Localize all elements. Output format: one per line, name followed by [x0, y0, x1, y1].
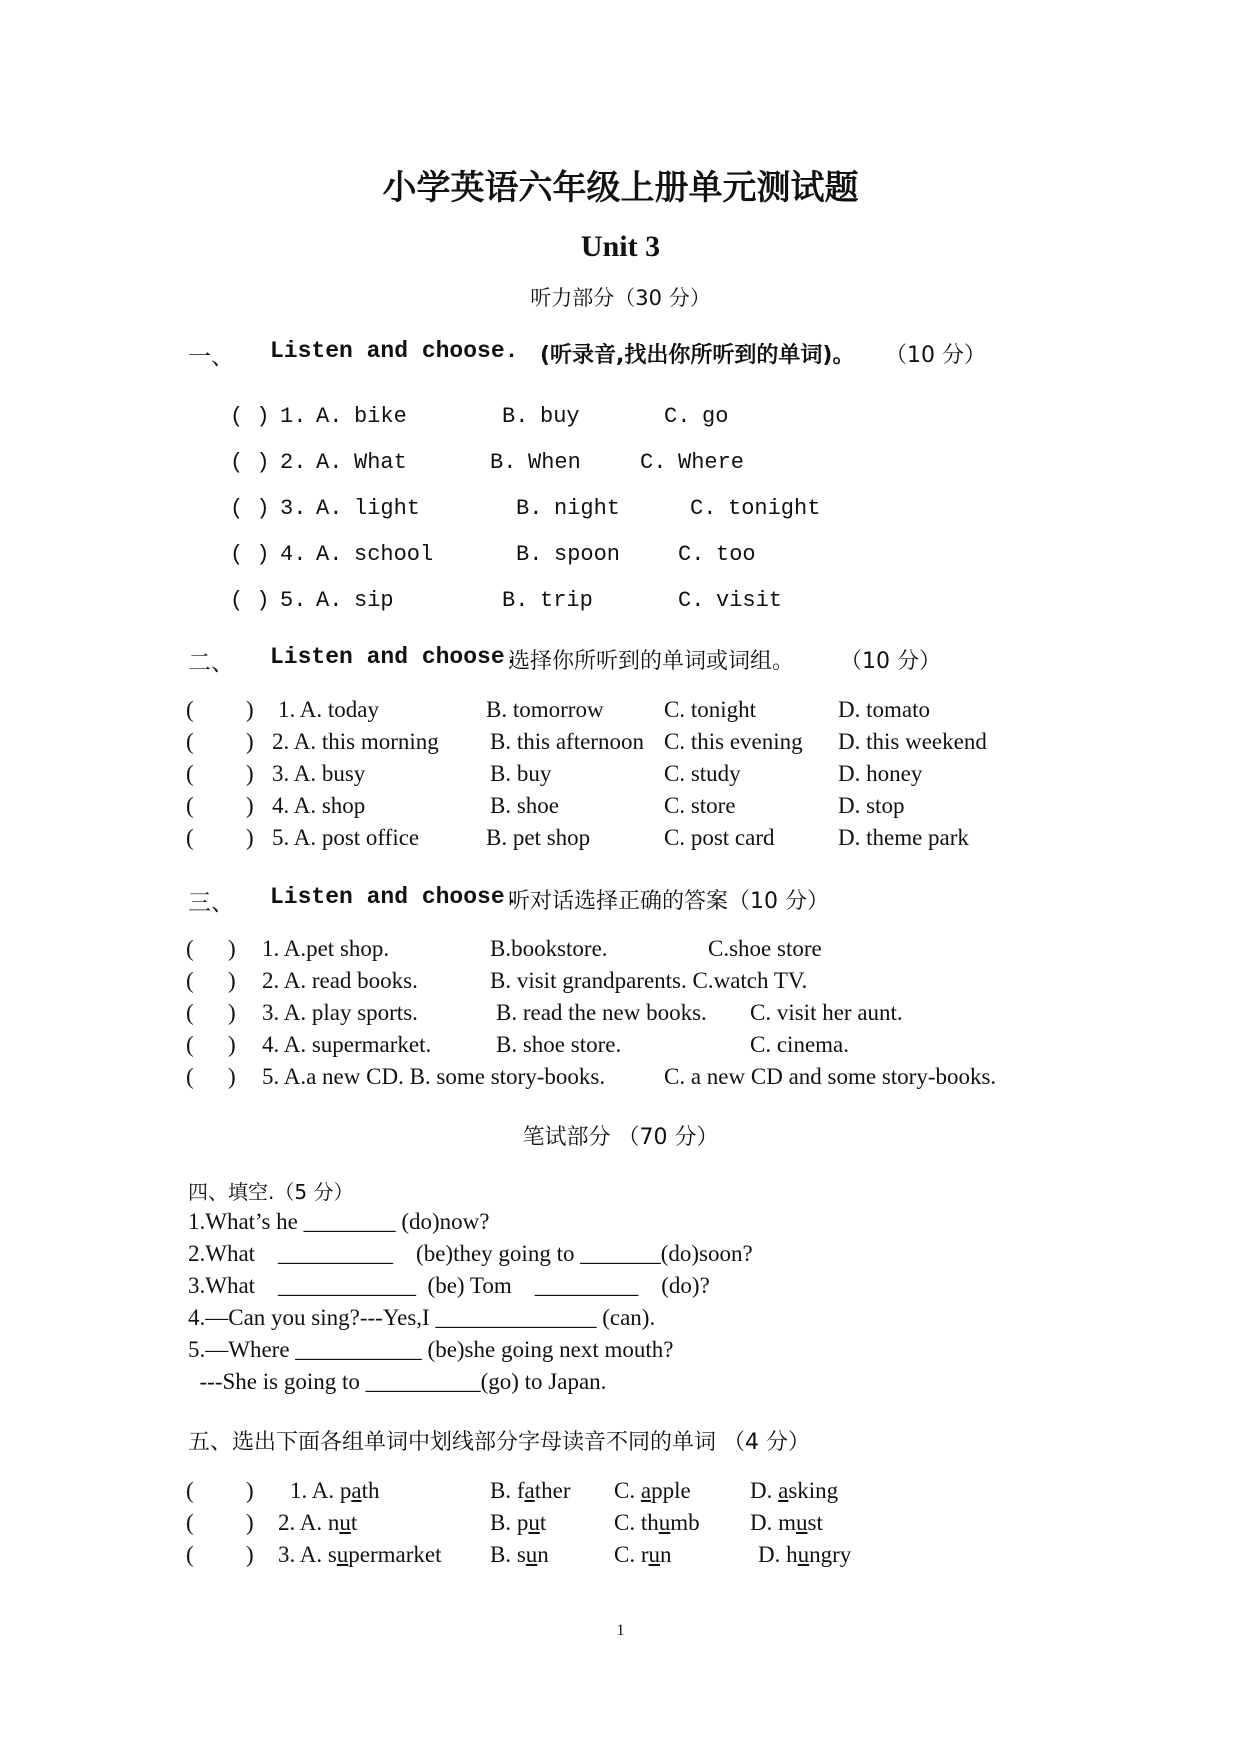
- s1-q5-a-label: A.: [316, 588, 343, 613]
- s2-q1-option-d: D. tomato: [838, 697, 930, 722]
- section-3-title-en: Listen and choose.: [270, 884, 519, 910]
- s1-q2-c-word: Where: [678, 450, 745, 475]
- s3-q5-option-a: 5. A.a new CD. B. some story-books.: [262, 1064, 606, 1089]
- s1-q1-b-label: B.: [502, 404, 529, 429]
- s1-q5-paren[interactable]: ( ): [230, 588, 270, 613]
- section-1-title-cn: (听录音,找出你所听到的单词)。: [540, 343, 855, 368]
- s1-q4-c-word: too: [716, 542, 756, 567]
- s5-q1-option-d: D. asking: [750, 1478, 839, 1503]
- s5-q1-option-c: C. apple: [614, 1478, 691, 1503]
- s3-q2-left-paren[interactable]: (: [186, 968, 194, 993]
- s2-q1-option-c: C. tonight: [664, 697, 757, 722]
- s1-q3-c-label: C.: [690, 496, 717, 521]
- s5-q1-right-paren: ): [246, 1478, 254, 1503]
- s2-q1-option-a: 1. A. today: [278, 697, 379, 722]
- s2-q3-option-c: C. study: [664, 761, 741, 786]
- s2-q5-left-paren[interactable]: (: [186, 825, 194, 850]
- section-3-title-cn: 听对话选择正确的答案（10 分）: [508, 889, 829, 914]
- s1-q5-b-label: B.: [502, 588, 529, 613]
- s1-q4-a-word: school: [354, 542, 434, 567]
- s1-q3-b-label: B.: [516, 496, 543, 521]
- s2-q2-option-b: B. this afternoon: [490, 729, 644, 754]
- s1-q5-a-word: sip: [354, 588, 394, 613]
- s5-q3-option-d: D. hungry: [758, 1542, 852, 1567]
- section-1-title-en: Listen and choose.: [270, 338, 519, 364]
- section-5-title: 五、选出下面各组单词中划线部分字母读音不同的单词 （4 分）: [188, 1430, 810, 1455]
- section-2-number: 二、: [188, 650, 234, 676]
- s1-q1-a-label: A.: [316, 404, 343, 429]
- s5-q1-left-paren[interactable]: (: [186, 1478, 194, 1503]
- s1-q3-b-word: night: [554, 496, 621, 521]
- s2-q1-option-b: B. tomorrow: [486, 697, 604, 722]
- s1-q2-b-word: When: [528, 450, 581, 475]
- s5-q2-option-d: D. must: [750, 1510, 823, 1535]
- s1-q4-a-label: A.: [316, 542, 343, 567]
- s3-q3-option-a: 3. A. play sports.: [262, 1000, 418, 1025]
- s1-q4-c-label: C.: [678, 542, 705, 567]
- s2-q5-right-paren: ): [246, 825, 254, 850]
- s3-q1-option-c: C.shoe store: [708, 936, 822, 961]
- s1-q2-a-word: What: [354, 450, 407, 475]
- s1-q4-num: 4.: [280, 542, 307, 567]
- s1-q2-b-label: B.: [490, 450, 517, 475]
- s3-q3-option-c: C. visit her aunt.: [750, 1000, 903, 1025]
- section-3-number: 三、: [188, 890, 234, 916]
- s2-q4-option-b: B. shoe: [490, 793, 559, 818]
- section-1-number: 一、: [188, 344, 234, 370]
- page-number: 1: [616, 1622, 625, 1639]
- s2-q2-left-paren[interactable]: (: [186, 729, 194, 754]
- s4-line-3: 3.What ____________ (be) Tom _________ (do)?: [188, 1273, 710, 1298]
- section-2-title-cn: 选择你所听到的单词或词组。: [508, 649, 795, 674]
- s1-q3-a-word: light: [354, 496, 421, 521]
- s1-q2-c-label: C.: [640, 450, 667, 475]
- page-title: 小学英语六年级上册单元测试题: [382, 168, 859, 208]
- s4-line-4: 4.—Can you sing?---Yes,I ______________ (can).: [188, 1305, 656, 1330]
- s1-q5-num: 5.: [280, 588, 307, 613]
- s3-q5-right-paren: ): [228, 1064, 236, 1089]
- s1-q1-c-label: C.: [664, 404, 691, 429]
- s3-q3-right-paren: ): [228, 1000, 236, 1025]
- s5-q3-option-a: 3. A. supermarket: [278, 1542, 442, 1567]
- s3-q5-left-paren[interactable]: (: [186, 1064, 194, 1089]
- s3-q4-option-a: 4. A. supermarket.: [262, 1032, 432, 1057]
- s1-q5-b-word: trip: [540, 588, 593, 613]
- s5-q3-left-paren[interactable]: (: [186, 1542, 194, 1567]
- s1-q3-c-word: tonight: [728, 496, 821, 521]
- s5-q2-option-b: B. put: [490, 1510, 547, 1535]
- s2-q2-option-a: 2. A. this morning: [272, 729, 439, 754]
- s1-q3-a-label: A.: [316, 496, 343, 521]
- s3-q5-option-c: C. a new CD and some story-books.: [664, 1064, 997, 1089]
- s4-line-2: 2.What __________ (be)they going to _______(do)soon?: [188, 1241, 753, 1266]
- s1-q1-a-word: bike: [354, 404, 407, 429]
- s2-q2-option-d: D. this weekend: [838, 729, 987, 754]
- s5-q1-option-a: 1. A. path: [290, 1478, 380, 1503]
- s2-q3-right-paren: ): [246, 761, 254, 786]
- s5-q2-left-paren[interactable]: (: [186, 1510, 194, 1535]
- s2-q1-right-paren: ): [246, 697, 254, 722]
- s1-q4-b-label: B.: [516, 542, 543, 567]
- unit-title: Unit 3: [580, 230, 661, 263]
- s3-q2-right-paren: ): [228, 968, 236, 993]
- section-4-title: 四、填空.（5 分）: [188, 1180, 354, 1204]
- s1-q4-paren[interactable]: ( ): [230, 542, 270, 567]
- s2-q4-option-c: C. store: [664, 793, 736, 818]
- listening-header: 听力部分（30 分）: [530, 286, 711, 310]
- s2-q4-right-paren: ): [246, 793, 254, 818]
- s2-q2-option-c: C. this evening: [664, 729, 803, 754]
- s5-q2-right-paren: ): [246, 1510, 254, 1535]
- s2-q4-option-d: D. stop: [838, 793, 905, 818]
- s3-q3-option-b: B. read the new books.: [496, 1000, 707, 1025]
- s2-q5-option-d: D. theme park: [838, 825, 969, 850]
- s3-q1-option-b: B.bookstore.: [490, 936, 608, 961]
- s2-q4-option-a: 4. A. shop: [272, 793, 366, 818]
- s1-q3-num: 3.: [280, 496, 307, 521]
- s2-q3-option-b: B. buy: [490, 761, 552, 786]
- s2-q5-option-a: 5. A. post office: [272, 825, 420, 850]
- s5-q3-right-paren: ): [246, 1542, 254, 1567]
- s3-q1-left-paren[interactable]: (: [186, 936, 194, 961]
- s1-q1-paren[interactable]: ( ): [230, 404, 270, 429]
- written-header: 笔试部分 （70 分）: [522, 1125, 719, 1150]
- s5-q3-option-c: C. run: [614, 1542, 672, 1567]
- s2-q3-left-paren[interactable]: (: [186, 761, 194, 786]
- s2-q3-option-a: 3. A. busy: [272, 761, 366, 786]
- s1-q5-c-word: visit: [716, 588, 783, 613]
- s2-q5-option-b: B. pet shop: [486, 825, 591, 850]
- s1-q4-b-word: spoon: [554, 542, 621, 567]
- section-1-score: （10 分）: [885, 343, 986, 368]
- s5-q2-option-c: C. thumb: [614, 1510, 700, 1535]
- s2-q2-right-paren: ): [246, 729, 254, 754]
- section-2-score: （10 分）: [840, 649, 941, 674]
- s3-q4-option-c: C. cinema.: [750, 1032, 849, 1057]
- s1-q1-num: 1.: [280, 404, 307, 429]
- s4-line-1: 1.What’s he ________ (do)now?: [188, 1209, 490, 1234]
- section-2-title-en: Listen and choose.: [270, 644, 519, 670]
- s1-q3-paren[interactable]: ( ): [230, 496, 270, 521]
- s1-q2-paren[interactable]: ( ): [230, 450, 270, 475]
- s2-q3-option-d: D. honey: [838, 761, 923, 786]
- s3-q4-left-paren[interactable]: (: [186, 1032, 194, 1057]
- s2-q1-left-paren[interactable]: (: [186, 697, 194, 722]
- s1-q2-num: 2.: [280, 450, 307, 475]
- s3-q3-left-paren[interactable]: (: [186, 1000, 194, 1025]
- s5-q1-option-b: B. father: [490, 1478, 571, 1503]
- s3-q2-option-a: 2. A. read books.: [262, 968, 418, 993]
- s3-q1-option-a: 1. A.pet shop.: [262, 936, 390, 961]
- s3-q1-right-paren: ): [228, 936, 236, 961]
- s1-q5-c-label: C.: [678, 588, 705, 613]
- s5-q3-option-b: B. sun: [490, 1542, 549, 1567]
- s3-q2-option-b: B. visit grandparents. C.watch TV.: [490, 968, 808, 993]
- s3-q4-option-b: B. shoe store.: [496, 1032, 622, 1057]
- s1-q1-b-word: buy: [540, 404, 580, 429]
- s4-line-5: 5.—Where ___________ (be)she going next mouth?: [188, 1337, 674, 1362]
- s2-q5-option-c: C. post card: [664, 825, 775, 850]
- s4-line-6: ---She is going to __________(go) to Japan.: [188, 1369, 607, 1394]
- s5-q2-option-a: 2. A. nut: [278, 1510, 358, 1535]
- s1-q1-c-word: go: [702, 404, 729, 429]
- s2-q4-left-paren[interactable]: (: [186, 793, 194, 818]
- s3-q4-right-paren: ): [228, 1032, 236, 1057]
- s1-q2-a-label: A.: [316, 450, 343, 475]
